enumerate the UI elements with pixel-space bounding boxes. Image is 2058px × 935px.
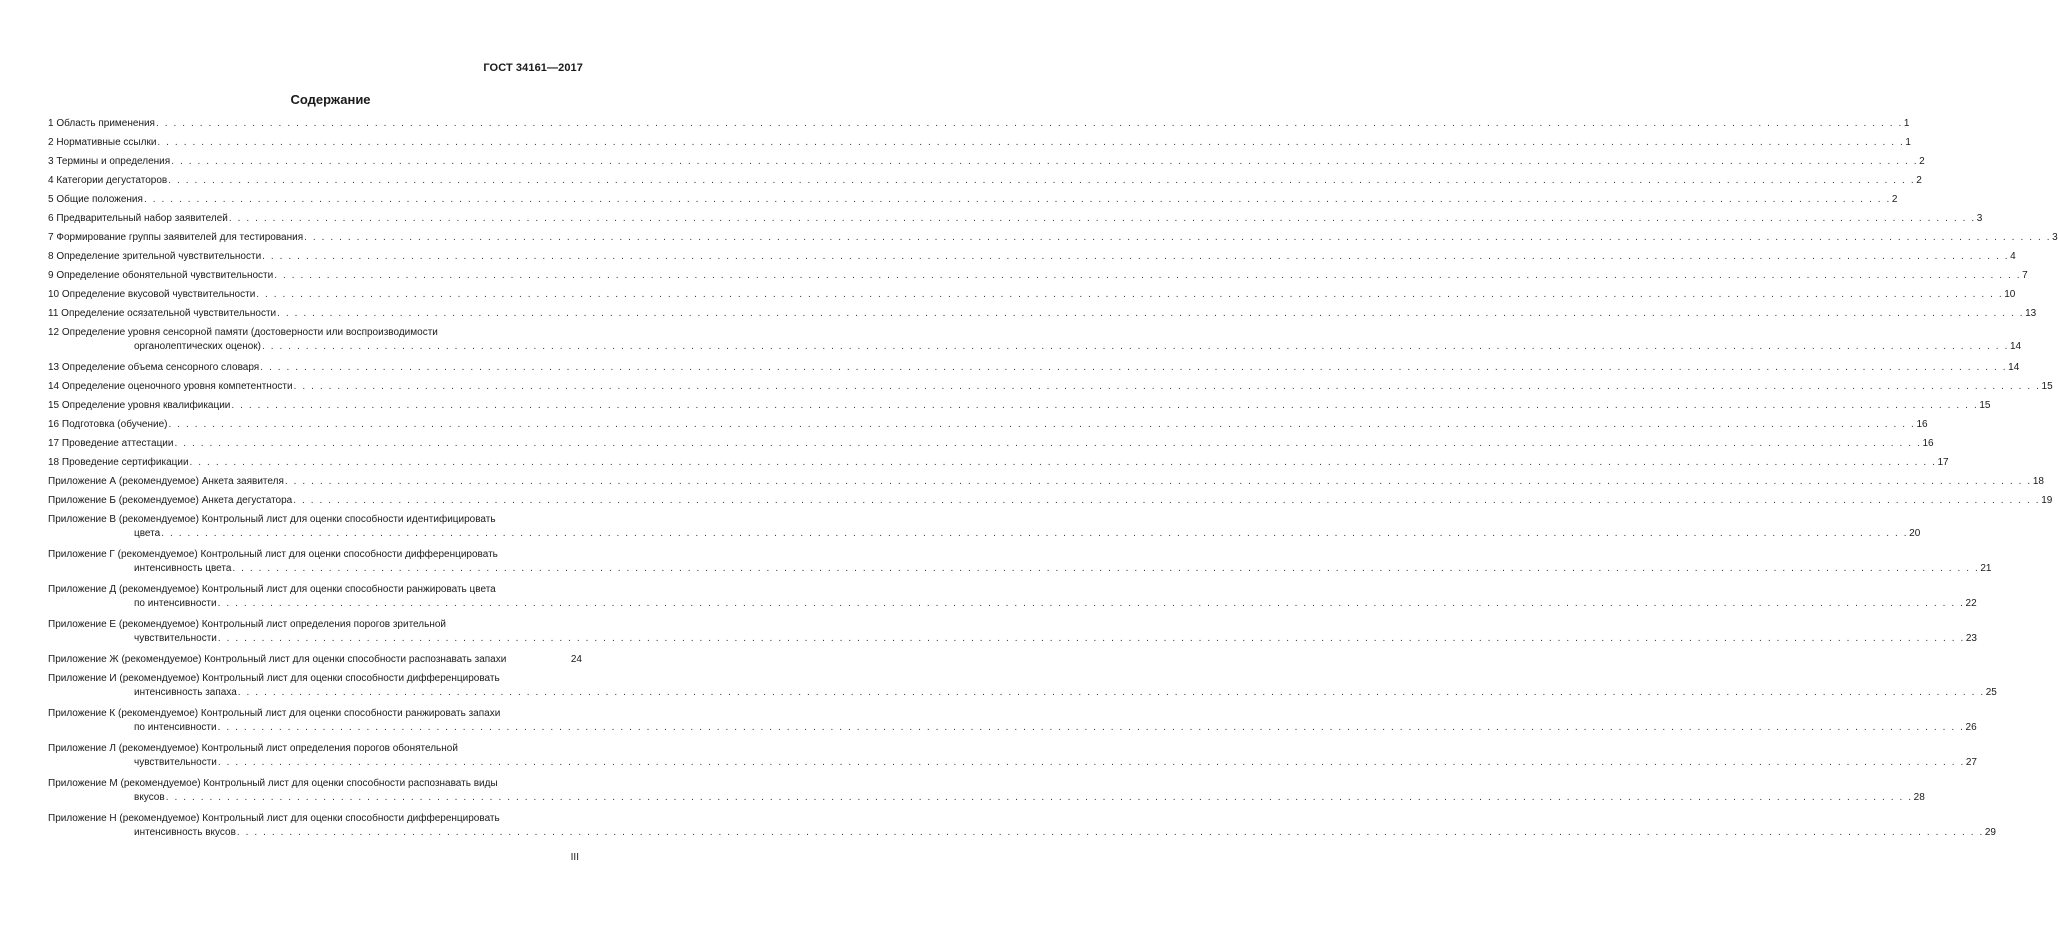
toc-entry-title: 16 Подготовка (обучение): [48, 419, 168, 430]
toc-entry[interactable]: [48, 707, 1977, 735]
toc-page-number: 14: [2008, 362, 2020, 373]
toc-page-number: 1: [1903, 118, 1910, 129]
toc-page-number: 19: [2041, 495, 2053, 506]
dot-leader: . . . . . . . . . . . . . . . . . . . . . . . . . . . . . . . . . . . . . . . . . . . . . . . . . . . . . . . . . . . . . . . . . . . . . . . . . . . . . . . . . . . . . . . . . . . . . . . . . . . . . . . . . . . . . . . . . . . . . . . . . . . . . . . . . . . . . . . . . . . . . . . . . . . . . . . . . . . . . . . . . . . . . . . . . . . . . . . . . . . . . . . . . . . . . . . . . . . . . . . .: [274, 270, 2022, 281]
toc-entry-title: 7 Формирование группы заявителей для тестирования: [48, 232, 304, 243]
dot-leader: . . . . . . . . . . . . . . . . . . . . . . . . . . . . . . . . . . . . . . . . . . . . . . . . . . . . . . . . . . . . . . . . . . . . . . . . . . . . . . . . . . . . . . . . . . . . . . . . . . . . . . . . . . . . . . . . . . . . . . . . . . . . . . . . . . . . . . . . . . . . . . . . . . . . . . . . . . . . . . . . . . . . . . . . . . . . . . . . . . . . . . . . . . . . . . . . . . . . . . . .: [168, 419, 1916, 430]
toc-entry-title: Приложение В (рекомендуемое) Контрольный лист для оценки способности идентифицировать: [48, 514, 496, 525]
toc-entry[interactable]: [48, 380, 2053, 394]
dot-leader: . . . . . . . . . . . . . . . . . . . . . . . . . . . . . . . . . . . . . . . . . . . . . . . . . . . . . . . . . . . . . . . . . . . . . . . . . . . . . . . . . . . . . . . . . . . . . . . . . . . . . . . . . . . . . . . . . . . . . . . . . . . . . . . . . . . . . . . . . . . . . . . . . . . . . . . . . . . . . . . . . . . . . . . . . . . . . . . . . . . . . . . . . . . . . . . . . . . . . . . .: [262, 251, 2010, 262]
toc-entry-title: Приложение И (рекомендуемое) Контрольный лист для оценки способности дифференцировать: [48, 673, 500, 684]
toc-entry-title: 1 Область применения: [48, 118, 155, 129]
dot-leader: . . . . . . . . . . . . . . . . . . . . . . . . . . . . . . . . . . . . . . . . . . . . . . . . . . . . . . . . . . . . . . . . . . . . . . . . . . . . . . . . . . . . . . . . . . . . . . . . . . . . . . . . . . . . . . . . . . . . . . . . . . . . . . . . . . . . . . . . . . . . . . . . . . . . . . . . . . . . . . . . . . . . . . . . . . . . . . . . . . . . . . . . . . . . . . . . . . . . . . . .: [161, 528, 1909, 539]
toc-page-number: 13: [2025, 308, 2037, 319]
dot-leader: . . . . . . . . . . . . . . . . . . . . . . . . . . . . . . . . . . . . . . . . . . . . . . . . . . . . . . . . . . . . . . . . . . . . . . . . . . . . . . . . . . . . . . . . . . . . . . . . . . . . . . . . . . . . . . . . . . . . . . . . . . . . . . . . . . . . . . . . . . . . . . . . . . . . . . . . . . . . . . . . . . . . . . . . . . . . . . . . . . . . . . . . . . . . . . . . . . . . . . . .: [217, 722, 1965, 733]
dot-leader: . . . . . . . . . . . . . . . . . . . . . . . . . . . . . . . . . . . . . . . . . . . . . . . . . . . . . . . . . . . . . . . . . . . . . . . . . . . . . . . . . . . . . . . . . . . . . . . . . . . . . . . . . . . . . . . . . . . . . . . . . . . . . . . . . . . . . . . . . . . . . . . . . . . . . . . . . . . . . . . . . . . . . . . . . . . . . . . . . . . . . . . . . . . . . . . . . . . . . . . .: [171, 156, 1919, 167]
toc-entry-title: 6 Предварительный набор заявителей: [48, 213, 228, 224]
dot-leader: . . . . . . . . . . . . . . . . . . . . . . . . . . . . . . . . . . . . . . . . . . . . . . . . . . . . . . . . . . . . . . . . . . . . . . . . . . . . . . . . . . . . . . . . . . . . . . . . . . . . . . . . . . . . . . . . . . . . . . . . . . . . . . . . . . . . . . . . . . . . . . . . . . . . . . . . . . . . . . . . . . . . . . . . . . . . . . . . . . . . . . . . . . . . . . . . . . . . . . . .: [284, 476, 2032, 487]
toc-entry[interactable]: [48, 418, 1928, 432]
toc-entry[interactable]: [48, 618, 1977, 646]
toc-page-number: 2: [1891, 194, 1898, 205]
table-of-contents: [48, 117, 2058, 847]
toc-entry-title: Приложение Н (рекомендуемое) Контрольный лист для оценки способности дифференцировать: [48, 813, 500, 824]
toc-entry[interactable]: [48, 212, 1983, 226]
toc-page-number: 28: [1913, 792, 1925, 803]
toc-page-number: 7: [2022, 270, 2028, 281]
toc-page-number: 10: [2004, 289, 2016, 300]
toc-entry-title: 10 Определение вкусовой чувствительности: [48, 289, 256, 300]
toc-entry-title: Приложение Ж (рекомендуемое) Контрольный лист для оценки способности распознавать запахи: [48, 654, 507, 665]
toc-page-number: 3: [1976, 213, 1983, 224]
dot-leader: . . . . . . . . . . . . . . . . . . . . . . . . . . . . . . . . . . . . . . . . . . . . . . . . . . . . . . . . . . . . . . . . . . . . . . . . . . . . . . . . . . . . . . . . . . . . . . . . . . . . . . . . . . . . . . . . . . . . . . . . . . . . . . . . . . . . . . . . . . . . . . . . . . . . . . . . . . . . . . . . . . . . . . . . . . . . . . . . . . . . . . . . . . . . . . . . . . . . . . . .: [217, 598, 1965, 609]
toc-entry[interactable]: [48, 437, 1934, 451]
dot-leader: . . . . . . . . . . . . . . . . . . . . . . . . . . . . . . . . . . . . . . . . . . . . . . . . . . . . . . . . . . . . . . . . . . . . . . . . . . . . . . . . . . . . . . . . . . . . . . . . . . . . . . . . . . . . . . . . . . . . . . . . . . . . . . . . . . . . . . . . . . . . . . . . . . . . . . . . . . . . . . . . . . . . . . . . . . . . . . . . . . . . . . . . . . . . . . . . . . . . . . . .: [174, 438, 1922, 449]
toc-entry-title: 9 Определение обонятельной чувствительности: [48, 270, 274, 281]
toc-entry-title: 14 Определение оценочного уровня компетентности: [48, 381, 293, 392]
dot-leader: . . . . . . . . . . . . . . . . . . . . . . . . . . . . . . . . . . . . . . . . . . . . . . . . . . . . . . . . . . . . . . . . . . . . . . . . . . . . . . . . . . . . . . . . . . . . . . . . . . . . . . . . . . . . . . . . . . . . . . . . . . . . . . . . . . . . . . . . . . . . . . . . . . . . . . . . . . . . . . . . . . . . . . . . . . . . . . . . . . . . . . . . . . . . . . . . . . . . . . . .: [165, 792, 1913, 803]
toc-entry[interactable]: [48, 307, 2037, 321]
toc-entry-title: 5 Общие положения: [48, 194, 143, 205]
toc-title: Содержание: [290, 92, 371, 107]
toc-entry-title: интенсивность запаха: [134, 687, 237, 698]
toc-entry[interactable]: [48, 250, 2016, 264]
toc-entry[interactable]: [48, 193, 1898, 207]
toc-entry-title: Приложение Е (рекомендуемое) Контрольный лист определения порогов зрительной: [48, 619, 446, 630]
toc-page-number: 21: [1980, 563, 1992, 574]
toc-page-number: 2: [1916, 175, 1922, 186]
toc-entry[interactable]: [48, 513, 1921, 541]
dot-leader: . . . . . . . . . . . . . . . . . . . . . . . . . . . . . . . . . . . . . . . . . . . . . . . . . . . . . . . . . . . . . . . . . . . . . . . . . . . . . . . . . . . . . . . . . . . . . . . . . . . . . . . . . . . . . . . . . . . . . . . . . . . . . . . . . . . . . . . . . . . . . . . . . . . . . . . . . . . . . . . . . . . . . . . . . . . . . . . . . . . . . . . . . . . . . . . . . . . . . . . .: [231, 400, 1979, 411]
toc-page-number: 26: [1965, 722, 1977, 733]
toc-entry[interactable]: [48, 742, 1977, 770]
toc-entry[interactable]: [48, 494, 2053, 508]
dot-leader: . . . . . . . . . . . . . . . . . . . . . . . . . . . . . . . . . . . . . . . . . . . . . . . . . . . . . . . . . . . . . . . . . . . . . . . . . . . . . . . . . . . . . . . . . . . . . . . . . . . . . . . . . . . . . . . . . . . . . . . . . . . . . . . . . . . . . . . . . . . . . . . . . . . . . . . . . . . . . . . . . . . . . . . . . . . . . . . . . . . . . . . . . . . . . . . . . . . . . . . .: [155, 118, 1903, 129]
dot-leader: . . . . . . . . . . . . . . . . . . . . . . . . . . . . . . . . . . . . . . . . . . . . . . . . . . . . . . . . . . . . . . . . . . . . . . . . . . . . . . . . . . . . . . . . . . . . . . . . . . . . . . . . . . . . . . . . . . . . . . . . . . . . . . . . . . . . . . . . . . . . . . . . . . . . . . . . . . . . . . . . . . . . . . . . . . . . . . . . . . . . . . . . . . . . . . . . . . . . . . . .: [143, 194, 1891, 205]
dot-leader: . . . . . . . . . . . . . . . . . . . . . . . . . . . . . . . . . . . . . . . . . . . . . . . . . . . . . . . . . . . . . . . . . . . . . . . . . . . . . . . . . . . . . . . . . . . . . . . . . . . . . . . . . . . . . . . . . . . . . . . . . . . . . . . . . . . . . . . . . . . . . . . . . . . . . . . . . . . . . . . . . . . . . . . . . . . . . . . . . . . . . . . . . . . . . . . . . . . . . . . .: [260, 362, 2008, 373]
toc-entry[interactable]: [48, 155, 1925, 169]
toc-entry-title: Приложение Г (рекомендуемое) Контрольный лист для оценки способности дифференцировать: [48, 549, 498, 560]
toc-entry[interactable]: [48, 361, 2020, 375]
toc-entry[interactable]: [48, 174, 1922, 188]
toc-page-number: 20: [1909, 528, 1921, 539]
toc-entry-title: 12 Определение уровня сенсорной памяти (достоверности или воспроизводимости: [48, 327, 438, 338]
dot-leader: . . . . . . . . . . . . . . . . . . . . . . . . . . . . . . . . . . . . . . . . . . . . . . . . . . . . . . . . . . . . . . . . . . . . . . . . . . . . . . . . . . . . . . . . . . . . . . . . . . . . . . . . . . . . . . . . . . . . . . . . . . . . . . . . . . . . . . . . . . . . . . . . . . . . . . . . . . . . . . . . . . . . . . . . . . . . . . . . . . . . . . . . . . . . . . . . . . . . . . . .: [293, 495, 2041, 506]
toc-entry-title: 3 Термины и определения: [48, 156, 171, 167]
toc-entry[interactable]: [48, 136, 1911, 150]
toc-entry[interactable]: [48, 269, 2028, 283]
document-id: ГОСТ 34161—2017: [483, 62, 583, 74]
toc-page-number: 14: [2009, 341, 2022, 352]
toc-entry-title: цвета: [134, 528, 161, 539]
dot-leader: . . . . . . . . . . . . . . . . . . . . . . . . . . . . . . . . . . . . . . . . . . . . . . . . . . . . . . . . . . . . . . . . . . . . . . . . . . . . . . . . . . . . . . . . . . . . . . . . . . . . . . . . . . . . . . . . . . . . . . . . . . . . . . . . . . . . . . . . . . . . . . . . . . . . . . . . . . . . . . . . . . . . . . . . . . . . . . . . . . . . . . . . . . . . . . . . . . . . . . . .: [157, 137, 1905, 148]
dot-leader: . . . . . . . . . . . . . . . . . . . . . . . . . . . . . . . . . . . . . . . . . . . . . . . . . . . . . . . . . . . . . . . . . . . . . . . . . . . . . . . . . . . . . . . . . . . . . . . . . . . . . . . . . . . . . . . . . . . . . . . . . . . . . . . . . . . . . . . . . . . . . . . . . . . . . . . . . . . . . . . . . . . . . . . . . . . . . . . . . . . . . . . . . . . . . . . . . . . . . . . .: [256, 289, 2004, 300]
toc-entry-title: вкусов: [134, 792, 165, 803]
toc-entry[interactable]: [48, 475, 2044, 489]
toc-entry-title: интенсивность цвета: [134, 563, 232, 574]
dot-leader: . . . . . . . . . . . . . . . . . . . . . . . . . . . . . . . . . . . . . . . . . . . . . . . . . . . . . . . . . . . . . . . . . . . . . . . . . . . . . . . . . . . . . . . . . . . . . . . . . . . . . . . . . . . . . . . . . . . . . . . . . . . . . . . . . . . . . . . . . . . . . . . . . . . . . . . . . . . . . . . . . . . . . . . . . . . . . . . . . . . . . . . . . . . . . . . . . . . . . . . .: [217, 633, 1965, 644]
dot-leader: . . . . . . . . . . . . . . . . . . . . . . . . . . . . . . . . . . . . . . . . . . . . . . . . . . . . . . . . . . . . . . . . . . . . . . . . . . . . . . . . . . . . . . . . . . . . . . . . . . . . . . . . . . . . . . . . . . . . . . . . . . . . . . . . . . . . . . . . . . . . . . . . . . . . . . . . . . . . . . . . . . . . . . . . . . . . . . . . . . . . . . . . . . . . . . . . . . . . . . . .: [168, 175, 1916, 186]
dot-leader: . . . . . . . . . . . . . . . . . . . . . . . . . . . . . . . . . . . . . . . . . . . . . . . . . . . . . . . . . . . . . . . . . . . . . . . . . . . . . . . . . . . . . . . . . . . . . . . . . . . . . . . . . . . . . . . . . . . . . . . . . . . . . . . . . . . . . . . . . . . . . . . . . . . . . . . . . . . . . . . . . . . . . . . . . . . . . . . . . . . . . . . . . . . . . . . . . . . . . . . .: [237, 687, 1985, 698]
toc-page-number: 18: [2032, 476, 2044, 487]
dot-leader: . . . . . . . . . . . . . . . . . . . . . . . . . . . . . . . . . . . . . . . . . . . . . . . . . . . . . . . . . . . . . . . . . . . . . . . . . . . . . . . . . . . . . . . . . . . . . . . . . . . . . . . . . . . . . . . . . . . . . . . . . . . . . . . . . . . . . . . . . . . . . . . . . . . . . . . . . . . . . . . . . . . . . . . . . . . . . . . . . . . . . . . . . . . . . . . . . . . . . . . .: [277, 308, 2025, 319]
toc-entry[interactable]: [48, 653, 582, 667]
toc-entry[interactable]: [48, 288, 2016, 302]
toc-entry-title: Приложение Л (рекомендуемое) Контрольный лист определения порогов обонятельной: [48, 743, 458, 754]
toc-entry-title: 18 Проведение сертификации: [48, 457, 189, 468]
toc-entry-title: по интенсивности: [134, 722, 217, 733]
dot-leader: . . . . . . . . . . . . . . . . . . . . . . . . . . . . . . . . . . . . . . . . . . . . . . . . . . . . . . . . . . . . . . . . . . . . . . . . . . . . . . . . . . . . . . . . . . . . . . . . . . . . . . . . . . . . . . . . . . . . . . . . . . . . . . . . . . . . . . . . . . . . . . . . . . . . . . . . . . . . . . . . . . . . . . . . . . . . . . . . . . . . . . . . . . . . . . . . . . . . . . . .: [232, 563, 1980, 574]
toc-entry-title: чувствительности: [134, 633, 217, 644]
toc-entry-title: 2 Нормативные ссылки: [48, 137, 157, 148]
toc-entry[interactable]: [48, 399, 1991, 413]
toc-entry-title: Приложение Д (рекомендуемое) Контрольный лист для оценки способности ранжировать цвета: [48, 584, 496, 595]
dot-leader: . . . . . . . . . . . . . . . . . . . . . . . . . . . . . . . . . . . . . . . . . . . . . . . . . . . . . . . . . . . . . . . . . . . . . . . . . . . . . . . . . . . . . . . . . . . . . . . . . . . . . . . . . . . . . . . . . . . . . . . . . . . . . . . . . . . . . . . . . . . . . . . . . . . . . . . . . . . . . . . . . . . . . . . . . . . . . . . . . . . . . . . . . . . . . . . . . . . . . . . .: [262, 341, 2009, 352]
toc-page-number: 16: [1922, 438, 1934, 449]
dot-leader: . . . . . . . . . . . . . . . . . . . . . . . . . . . . . . . . . . . . . . . . . . . . . . . . . . . . . . . . . . . . . . . . . . . . . . . . . . . . . . . . . . . . . . . . . . . . . . . . . . . . . . . . . . . . . . . . . . . . . . . . . . . . . . . . . . . . . . . . . . . . . . . . . . . . . . . . . . . . . . . . . . . . . . . . . . . . . . . . . . . . . . . . . . . . . . . . . . . . . . . .: [189, 457, 1937, 468]
toc-entry[interactable]: [48, 777, 1925, 805]
toc-entry[interactable]: [48, 456, 1949, 470]
dot-leader: . . . . . . . . . . . . . . . . . . . . . . . . . . . . . . . . . . . . . . . . . . . . . . . . . . . . . . . . . . . . . . . . . . . . . . . . . . . . . . . . . . . . . . . . . . . . . . . . . . . . . . . . . . . . . . . . . . . . . . . . . . . . . . . . . . . . . . . . . . . . . . . . . . . . . . . . . . . . . . . . . . . . . . . . . . . . . . . . . . . . . . . . . . . . . . . . . . . . . . . .: [228, 213, 1976, 224]
toc-entry-title: по интенсивности: [134, 598, 217, 609]
dot-leader: . . . . . . . . . . . . . . . . . . . . . . . . . . . . . . . . . . . . . . . . . . . . . . . . . . . . . . . . . . . . . . . . . . . . . . . . . . . . . . . . . . . . . . . . . . . . . . . . . . . . . . . . . . . . . . . . . . . . . . . . . . . . . . . . . . . . . . . . . . . . . . . . . . . . . . . . . . . . . . . . . . . . . . . . . . . . . . . . . . . . . . . . . . . . . . . . . . . . . . . .: [293, 381, 2041, 392]
dot-leader: . . . . . . . . . . . . . . . . . . . . . . . . . . . . . . . . . . . . . . . . . . . . . . . . . . . . . . . . . . . . . . . . . . . . . . . . . . . . . . . . . . . . . . . . . . . . . . . . . . . . . . . . . . . . . . . . . . . . . . . . . . . . . . . . . . . . . . . . . . . . . . . . . . . . . . . . . . . . . . . . . . . . . . . . . . . . . . . . . . . . . . . . . . . . . . . . . . . . . . . .: [304, 232, 2052, 243]
toc-entry[interactable]: [48, 231, 2058, 245]
toc-entry-title: Приложение Б (рекомендуемое) Анкета дегустатора: [48, 495, 293, 506]
toc-entry[interactable]: [48, 548, 1992, 576]
toc-entry-title: Приложение М (рекомендуемое) Контрольный лист для оценки способности распознавать виды: [48, 778, 498, 789]
toc-page-number: 23: [1965, 633, 1977, 644]
toc-entry[interactable]: [48, 326, 2022, 354]
toc-entry-title: 13 Определение объема сенсорного словаря: [48, 362, 260, 373]
toc-entry-title: Приложение А (рекомендуемое) Анкета заявителя: [48, 476, 284, 487]
toc-page-number: 29: [1984, 827, 1996, 838]
toc-entry-title: 11 Определение осязательной чувствительности: [48, 308, 277, 319]
page-folio: III: [570, 852, 579, 863]
toc-entry-title: чувствительности: [134, 757, 217, 768]
dot-leader: . . . . . . . . . . . . . . . . . . . . . . . . . . . . . . . . . . . . . . . . . . . . . . . . . . . . . . . . . . . . . . . . . . . . . . . . . . . . . . . . . . . . . . . . . . . . . . . . . . . . . . . . . . . . . . . . . . . . . . . . . . . . . . . . . . . . . . . . . . . . . . . . . . . . . . . . . . . . . . . . . . . . . . . . . . . . . . . . . . . . . . . . . . . . . . . . . . . . . . . .: [217, 757, 1965, 768]
toc-page-number: 1: [1905, 137, 1911, 148]
toc-entry[interactable]: [48, 583, 1977, 611]
dot-leader: . . . . . . . . . . . . . . . . . . . . . . . . . . . . . . . . . . . . . . . . . . . . . . . . . . . . . . . . . . . . . . . . . . . . . . . . . . . . . . . . . . . . . . . . . . . . . . . . . . . . . . . . . . . . . . . . . . . . . . . . . . . . . . . . . . . . . . . . . . . . . . . . . . . . . . . . . . . . . . . . . . . . . . . . . . . . . . . . . . . . . . . . . . . . . . . . . . . . . . . .: [236, 827, 1984, 838]
toc-entry[interactable]: [48, 117, 1910, 131]
toc-page-number: 15: [1979, 400, 1991, 411]
toc-page-number: 22: [1965, 598, 1977, 609]
toc-page-number: 2: [1919, 156, 1925, 167]
toc-entry-title: интенсивность вкусов: [134, 827, 236, 838]
toc-entry[interactable]: [48, 812, 1996, 840]
toc-page-number: 4: [2010, 251, 2016, 262]
toc-entry-title: 15 Определение уровня квалификации: [48, 400, 231, 411]
toc-entry-title: 8 Определение зрительной чувствительности: [48, 251, 262, 262]
toc-page-number: 3: [2052, 232, 2058, 243]
toc-page-number: 24: [570, 654, 582, 665]
toc-page-number: 15: [2041, 381, 2053, 392]
toc-entry[interactable]: [48, 672, 1997, 700]
toc-page-number: 25: [1985, 687, 1997, 698]
toc-entry-title: 17 Проведение аттестации: [48, 438, 174, 449]
toc-page-number: 27: [1965, 757, 1977, 768]
toc-page-number: 16: [1916, 419, 1928, 430]
toc-entry-title: органолептических оценок): [134, 341, 261, 352]
toc-entry-title: 4 Категории дегустаторов: [48, 175, 168, 186]
toc-entry-title: Приложение К (рекомендуемое) Контрольный лист для оценки способности ранжировать запахи: [48, 708, 501, 719]
toc-page-number: 17: [1937, 457, 1949, 468]
